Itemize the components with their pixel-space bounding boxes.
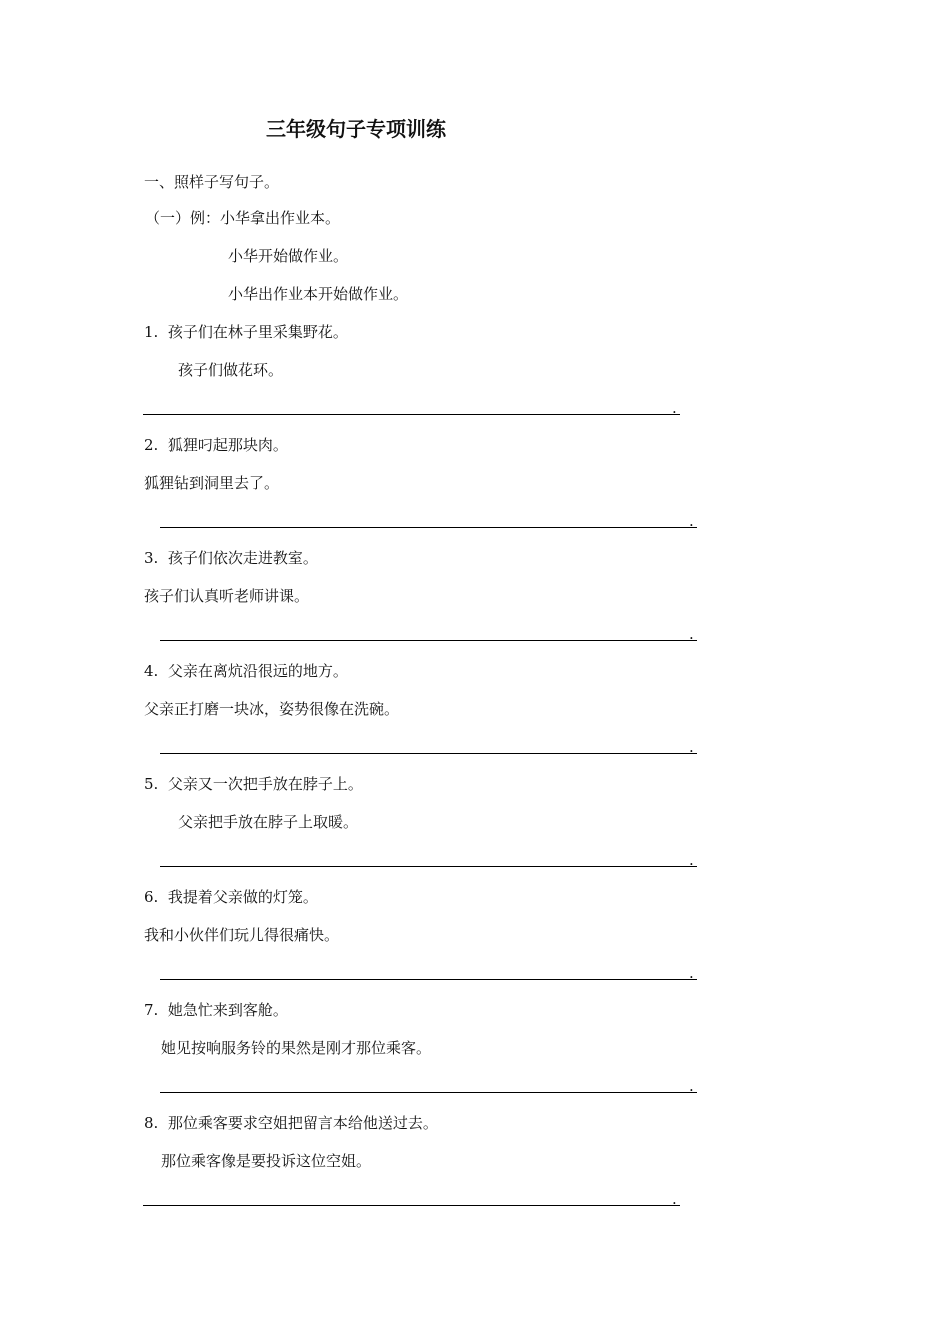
- item-text: 那位乘客要求空姐把留言本给他送过去。: [167, 1114, 438, 1132]
- item-number: 4.: [144, 662, 159, 680]
- item-4-answer-line[interactable]: [160, 753, 697, 754]
- item-8-end-mark: .: [672, 1190, 677, 1208]
- item-2-end-mark: .: [689, 512, 694, 530]
- item-5-sentence-1: [144, 774, 363, 794]
- item-5-end-mark: .: [689, 851, 694, 869]
- item-1-answer-line[interactable]: [143, 414, 680, 415]
- item-text: 她急忙来到客舱。: [167, 1001, 288, 1019]
- item-number: 2.: [144, 436, 159, 454]
- item-text: 狐狸叼起那块肉。: [167, 436, 288, 454]
- item-number: 7.: [144, 1001, 159, 1019]
- item-number: 3.: [144, 549, 159, 567]
- item-2-sentence-2: 狐狸钻到洞里去了。: [144, 474, 280, 492]
- item-text: 孩子们在林子里采集野花。: [167, 323, 348, 341]
- item-4-sentence-2: 父亲正打磨一块冰，姿势很像在洗碗。: [144, 700, 400, 718]
- item-8-answer-line[interactable]: [143, 1205, 680, 1206]
- item-1-sentence-2: 孩子们做花环。: [178, 361, 284, 379]
- item-3-sentence-2: 孩子们认真听老师讲课。: [144, 587, 310, 605]
- page-title: 三年级句子专项训练: [266, 117, 446, 141]
- item-text: 孩子们依次走进教室。: [167, 549, 318, 567]
- item-3-sentence-1: [144, 548, 318, 568]
- item-number: 6.: [144, 888, 159, 906]
- item-7-answer-line[interactable]: [160, 1092, 697, 1093]
- item-6-sentence-2: 我和小伙伴们玩儿得很痛快。: [144, 926, 340, 944]
- item-text: 父亲又一次把手放在脖子上。: [167, 775, 363, 793]
- example-label-line: [145, 208, 340, 228]
- item-6-sentence-1: [144, 887, 318, 907]
- item-number: 8.: [144, 1114, 159, 1132]
- item-text: 父亲在离炕沿很远的地方。: [167, 662, 348, 680]
- item-number: 1.: [144, 323, 159, 341]
- item-7-end-mark: .: [689, 1077, 694, 1095]
- item-4-sentence-1: [144, 661, 348, 681]
- item-4-end-mark: .: [689, 738, 694, 756]
- item-1-sentence-1: [144, 322, 348, 342]
- example-sentence-2: 小华开始做作业。: [228, 247, 349, 265]
- item-8-sentence-1: [144, 1113, 438, 1133]
- item-number: 5.: [144, 775, 159, 793]
- item-text: 我提着父亲做的灯笼。: [167, 888, 318, 906]
- section-heading: 一、照样子写句子。: [144, 173, 280, 191]
- item-6-answer-line[interactable]: [160, 979, 697, 980]
- item-3-answer-line[interactable]: [160, 640, 697, 641]
- item-8-sentence-2: 那位乘客像是要投诉这位空姐。: [161, 1152, 372, 1170]
- item-1-end-mark: .: [672, 399, 677, 417]
- item-7-sentence-2: 她见按响服务铃的果然是刚才那位乘客。: [161, 1039, 432, 1057]
- item-6-end-mark: .: [689, 964, 694, 982]
- example-label: （一）例：: [145, 209, 221, 227]
- item-2-answer-line[interactable]: [160, 527, 697, 528]
- item-3-end-mark: .: [689, 625, 694, 643]
- example-sentence-3: 小华出作业本开始做作业。: [228, 285, 409, 303]
- item-5-answer-line[interactable]: [160, 866, 697, 867]
- item-7-sentence-1: [144, 1000, 288, 1020]
- item-5-sentence-2: 父亲把手放在脖子上取暖。: [178, 813, 359, 831]
- item-2-sentence-1: [144, 435, 288, 455]
- example-sentence-1: 小华拿出作业本。: [220, 209, 341, 227]
